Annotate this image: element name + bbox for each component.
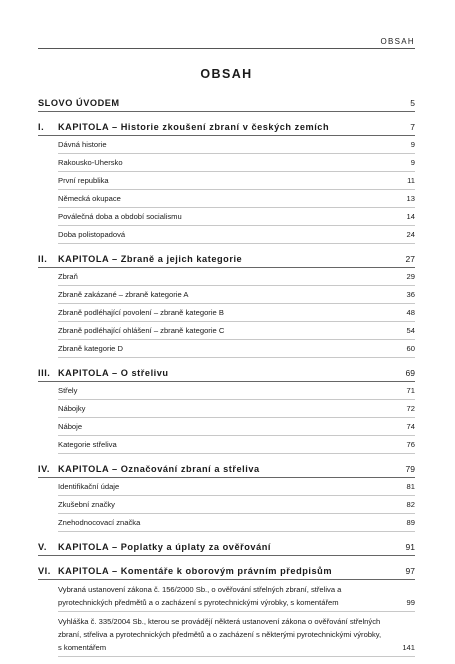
toc-subsection-page: 9 [410,140,415,149]
toc-chapter-number: III. [38,368,51,378]
toc-subsection-entry[interactable] [58,496,415,514]
toc-subsection-page: 99 [406,598,415,607]
toc-chapter-6[interactable] [38,563,415,580]
toc-subsection-list [58,580,415,657]
toc-subsection-label: Zbraně zakázané – zbraně kategorie A [58,290,189,299]
toc-chapter-number: I. [38,122,45,132]
toc-subsection-label: Zbraně podléhající ohlášení – zbraně kategorie C [58,326,225,335]
toc-subsection-label: Doba polistopadová [58,230,126,239]
toc-subsection-page: 74 [406,422,415,431]
toc-subsection-label: Identifikační údaje [58,482,120,491]
toc-subsection-page: 24 [406,230,415,239]
toc-subsection-page: 36 [406,290,415,299]
toc-subsection-label: První republika [58,176,109,185]
toc-subsection-label: Zkušební značky [58,500,115,509]
toc-subsection-entry[interactable] [58,400,415,418]
toc-chapter-label: KAPITOLA – Historie zkoušení zbraní v českých zemích [58,122,330,132]
toc-subsection-entry[interactable] [58,580,415,612]
toc-chapter-heading [38,365,169,381]
toc-subsection-page: 76 [406,440,415,449]
toc-subsection-entry[interactable] [58,418,415,436]
toc-chapter-3[interactable] [38,365,415,382]
toc-subsection-entry[interactable] [58,136,415,154]
toc-chapter-number: VI. [38,566,51,576]
toc-subsection-entry[interactable] [58,322,415,340]
toc-subsection-label: Znehodnocovací značka [58,518,141,527]
toc-subsection-page: 29 [406,272,415,281]
page-title: OBSAH [200,67,253,81]
running-head: OBSAH [38,37,415,49]
toc-subsection-entry[interactable] [58,268,415,286]
toc-chapter-label: KAPITOLA – O střelivu [58,368,169,378]
toc-subsection-entry[interactable] [58,382,415,400]
toc-chapter-label: KAPITOLA – Poplatky a úplaty za ověřování [58,542,271,552]
toc-subsection-label: Rakousko-Uhersko [58,158,123,167]
toc-chapter-label: KAPITOLA – Zbraně a jejich kategorie [58,254,243,264]
toc-chapter-5[interactable] [38,539,415,556]
toc-subsection-label: Vybraná ustanovení zákona č. 156/2000 Sb., o ověřování střelných zbraní, střeliva a pyrotechnických předmětů a o zacházení s pyrotechnickými výrobky, s komentářem [58,585,342,607]
toc-subsection-label: Zbraň [58,272,78,281]
toc-subsection-page: 81 [406,482,415,491]
toc-chapter-4[interactable] [38,461,415,478]
toc-intro-label: SLOVO ÚVODEM [38,98,120,108]
toc-subsection-label: Kategorie střeliva [58,440,117,449]
toc-chapter-page: 97 [405,566,415,576]
toc-chapter-page: 91 [405,542,415,552]
toc-subsection-page: 14 [406,212,415,221]
toc-chapter-heading [38,119,329,135]
toc-chapter-label: KAPITOLA – Označování zbraní a střeliva [58,464,260,474]
toc-subsection-page: 48 [406,308,415,317]
toc-chapter-heading [38,539,271,555]
toc-chapters [38,119,415,664]
toc-subsection-label: Střely [58,386,78,395]
toc-chapter-heading [38,461,260,477]
toc-subsection-label: Dávná historie [58,140,107,149]
toc-intro-page: 5 [410,98,415,108]
toc-subsection-entry[interactable] [58,612,415,657]
toc-subsection-page: 60 [406,344,415,353]
toc-subsection-label: Poválečná doba a období socialismu [58,212,182,221]
toc-chapter-label: KAPITOLA – Komentáře k oborovým právním předpisům [58,566,333,576]
toc-subsection-page: 11 [407,176,415,185]
toc-subsection-entry[interactable] [58,208,415,226]
toc-subsection-label: Německá okupace [58,194,121,203]
toc-intro-entry[interactable] [38,95,415,112]
toc-subsection-page: 71 [406,386,415,395]
toc-subsection-entry[interactable] [58,154,415,172]
toc-subsection-label: Nábojky [58,404,86,413]
toc-subsection-page: 89 [406,518,415,527]
toc-subsection-list [58,478,415,532]
toc-subsection-page: 13 [406,194,415,203]
toc-chapter-page: 69 [405,368,415,378]
toc-subsection-entry[interactable] [58,340,415,358]
toc-chapter-heading [38,563,332,579]
toc-subsection-entry[interactable] [58,226,415,244]
toc-chapter-page: 7 [410,122,415,132]
toc-subsection-label: Zbraně podléhající povolení – zbraně kategorie B [58,308,224,317]
toc-subsection-list [58,382,415,454]
toc-subsection-page: 54 [406,326,415,335]
toc-subsection-label: Vyhláška č. 335/2004 Sb., kterou se provádějí některá ustanovení zákona o ověřování střelných zbraní, střeliva a pyrotechnických předmětů a o zacházení s některými pyrotechnickými výrobky, s komentářem [58,617,382,652]
toc-chapter-number: IV. [38,464,51,474]
toc-subsection-entry[interactable] [58,304,415,322]
toc-chapter-number: V. [38,542,47,552]
toc-chapter-1[interactable] [38,119,415,136]
toc-chapter-page: 27 [405,254,415,264]
table-of-contents [38,95,415,664]
toc-subsection-label: Zbraně kategorie D [58,344,124,353]
toc-subsection-label: Náboje [58,422,83,431]
toc-subsection-entry[interactable] [58,436,415,454]
toc-subsection-page: 72 [406,404,415,413]
toc-subsection-entry[interactable] [58,190,415,208]
toc-chapter-page: 79 [405,464,415,474]
toc-subsection-list [58,268,415,358]
toc-chapter-number: II. [38,254,48,264]
toc-chapter-heading [38,251,242,267]
toc-subsection-entry[interactable] [58,478,415,496]
toc-subsection-entry[interactable] [58,514,415,532]
toc-subsection-entry[interactable] [58,286,415,304]
toc-chapter-2[interactable] [38,251,415,268]
toc-subsection-list [58,136,415,244]
toc-subsection-page: 82 [406,500,415,509]
toc-subsection-page: 141 [402,643,415,652]
toc-subsection-entry[interactable] [58,172,415,190]
toc-subsection-page: 9 [410,158,415,167]
